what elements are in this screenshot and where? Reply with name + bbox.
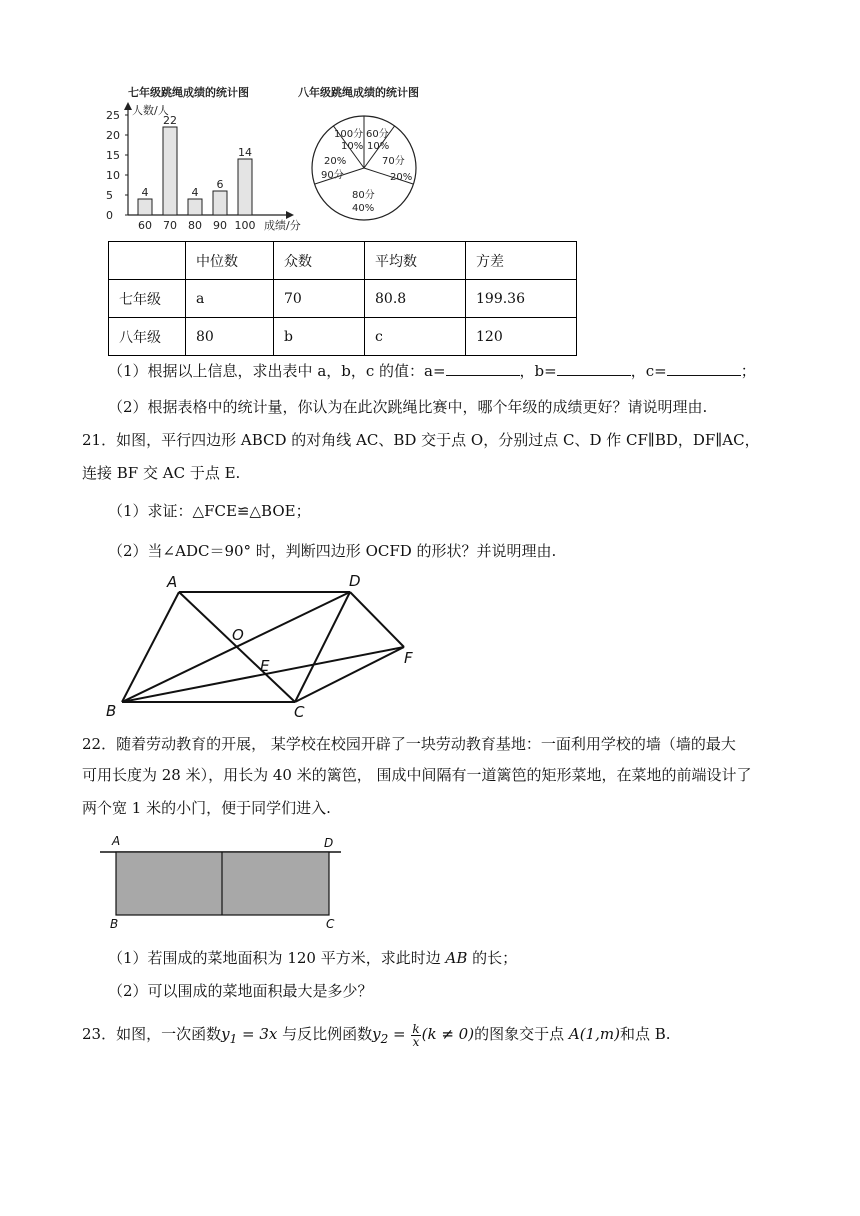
- pie-label-60: 60分: [366, 129, 389, 140]
- table-cell: 平均数: [365, 242, 466, 280]
- table-cell: 七年级: [109, 280, 186, 318]
- pie-chart-title: 八年级跳绳成绩的统计图: [298, 86, 419, 99]
- point-label-d: D: [324, 836, 334, 850]
- q23-end: 和点 B.: [619, 1025, 671, 1043]
- table-cell: 80: [186, 318, 274, 356]
- y-tick-label: 5: [106, 189, 113, 202]
- fraction-k-over-x: [411, 1023, 420, 1048]
- point-label-a: A: [167, 573, 178, 591]
- q21-stem-line1: 21．如图，平行四边形 ABCD 的对角线 AC、BD 交于点 O，分别过点 C、D 作 CF∥BD，DF∥AC，: [82, 431, 760, 449]
- q21-part2: （2）当∠ADC＝90° 时，判断四边形 OCFD 的形状？并说明理由.: [108, 542, 557, 560]
- pie-label-80: 80分: [352, 190, 375, 201]
- answer-blank-c: [667, 361, 741, 376]
- y-tick-label: 0: [106, 209, 113, 222]
- garden-figure: [96, 833, 356, 933]
- x-axis-arrow: [286, 211, 294, 219]
- q22-stem-line2: 可用长度为 28 米），用长为 40 米的篱笆， 围成中间隔有一道篱笆的矩形菜地，在菜地的前端设计了: [82, 766, 752, 784]
- table-header-row: [109, 242, 577, 280]
- answer-blank-a: [446, 361, 520, 376]
- pie-chart: [312, 116, 416, 220]
- y-tick-label: 15: [106, 149, 120, 162]
- table-cell: b: [274, 318, 365, 356]
- pie-label-90: 90分: [321, 170, 344, 181]
- point-label-f: F: [404, 649, 413, 667]
- table-cell: 中位数: [186, 242, 274, 280]
- table-cell: 方差: [466, 242, 577, 280]
- q23-mid2: 的图象交于点: [474, 1025, 569, 1043]
- y-ticks: [106, 109, 128, 222]
- x-axis-label: 成绩/分: [264, 219, 301, 232]
- table-cell: 70: [274, 280, 365, 318]
- pie-pct-70: 20%: [390, 172, 413, 183]
- q20-part1: [108, 361, 756, 381]
- bar-chart: [106, 102, 301, 232]
- point-label-o: O: [232, 626, 244, 644]
- y-tick-label: 25: [106, 109, 120, 122]
- point-label-b: B: [110, 917, 119, 931]
- q23-stem: [82, 1020, 671, 1053]
- q23-eq2: =: [388, 1025, 411, 1043]
- bar: [188, 199, 202, 215]
- table-cell: 199.36: [466, 280, 577, 318]
- table-cell: [109, 242, 186, 280]
- bar-value-label: 6: [216, 178, 224, 191]
- q22-stem-line3: 两个宽 1 米的小门，便于同学们进入.: [82, 799, 331, 817]
- pie-pct-80: 40%: [352, 203, 375, 214]
- point-label-d: D: [349, 572, 361, 590]
- fraction-denominator: x: [412, 1034, 420, 1049]
- q23-eq1: = 3x: [237, 1025, 278, 1043]
- q23-mid: 与反比例函数: [277, 1025, 373, 1043]
- bar-chart-title: 七年级跳绳成绩的统计图: [128, 86, 249, 99]
- table-row: [109, 280, 577, 318]
- bar: [238, 159, 252, 215]
- fraction-numerator: k: [412, 1021, 420, 1036]
- table-cell: 八年级: [109, 318, 186, 356]
- table-cell: c: [365, 318, 466, 356]
- statistics-charts: [90, 80, 470, 240]
- bar: [213, 191, 227, 215]
- pie-pct-60: 10%: [367, 141, 390, 152]
- point-label-e: E: [260, 657, 270, 675]
- point-label-a: A: [112, 834, 121, 848]
- x-tick-label: 60: [138, 219, 152, 232]
- q23-y1: y: [221, 1025, 230, 1043]
- pie-pct-90: 20%: [324, 156, 347, 167]
- table-cell: 120: [466, 318, 577, 356]
- bar-value-label: 14: [238, 146, 252, 159]
- pie-label-70: 70分: [382, 156, 405, 167]
- q20-part1-end: ；: [740, 362, 756, 380]
- pie-label-100: 100分: [334, 129, 364, 140]
- q20-part2: （2）根据表格中的统计量，你认为在此次跳绳比赛中，哪个年级的成绩更好？请说明理由.: [108, 398, 708, 416]
- answer-blank-b: [557, 361, 631, 376]
- q22-part1-ab: AB: [445, 949, 468, 967]
- bars: [138, 114, 256, 232]
- table-row: [109, 318, 577, 356]
- pie-pct-100: 10%: [341, 141, 364, 152]
- q23-prefix: 23．如图，一次函数: [82, 1025, 222, 1043]
- q21-part1: （1）求证：△FCE≌△BOE；: [108, 502, 311, 520]
- point-label-c: C: [326, 917, 335, 931]
- x-tick-label: 100: [234, 219, 256, 232]
- parallelogram-figure: [100, 568, 430, 718]
- table-cell: 众数: [274, 242, 365, 280]
- statistics-table: [108, 241, 577, 356]
- y-tick-label: 20: [106, 129, 120, 142]
- q22-part2: （2）可以围成的菜地面积最大是多少？: [108, 982, 373, 1000]
- bar-value-label: 4: [191, 186, 199, 199]
- q20-part1-b: ，b=: [519, 362, 557, 380]
- q20-part1-prefix: （1）根据以上信息，求出表中 a，b，c 的值：a=: [108, 362, 446, 380]
- bar: [163, 127, 177, 215]
- q21-stem-line2: 连接 BF 交 AC 于点 E.: [82, 464, 241, 482]
- y-tick-label: 10: [106, 169, 120, 182]
- q23-y2: y: [372, 1025, 381, 1043]
- q22-part1: [108, 948, 517, 968]
- q22-part1-end: 的长；: [467, 949, 518, 967]
- x-tick-label: 90: [213, 219, 227, 232]
- q23-sub2: 2: [380, 1032, 389, 1046]
- y-axis-arrow: [124, 102, 132, 110]
- q23-sub1: 1: [229, 1032, 238, 1046]
- x-tick-label: 80: [188, 219, 202, 232]
- q22-stem-line1: 22．随着劳动教育的开展， 某学校在校园开辟了一块劳动教育基地：一面利用学校的墙（墙的最大: [82, 735, 736, 753]
- bar: [138, 199, 152, 215]
- bar-value-label: 4: [141, 186, 149, 199]
- q23-condition: (k ≠ 0): [421, 1025, 475, 1043]
- point-label-b: B: [106, 702, 117, 718]
- table-cell: a: [186, 280, 274, 318]
- point-label-c: C: [294, 703, 305, 718]
- q23-point: A(1,m): [568, 1025, 620, 1043]
- y-axis-label: 人数/人: [132, 104, 169, 117]
- q22-part1-text: （1）若围成的菜地面积为 120 平方米，求此时边: [108, 949, 446, 967]
- q20-part1-c: ，c=: [630, 362, 667, 380]
- bar-value-label: 22: [163, 114, 177, 127]
- x-tick-label: 70: [163, 219, 177, 232]
- table-cell: 80.8: [365, 280, 466, 318]
